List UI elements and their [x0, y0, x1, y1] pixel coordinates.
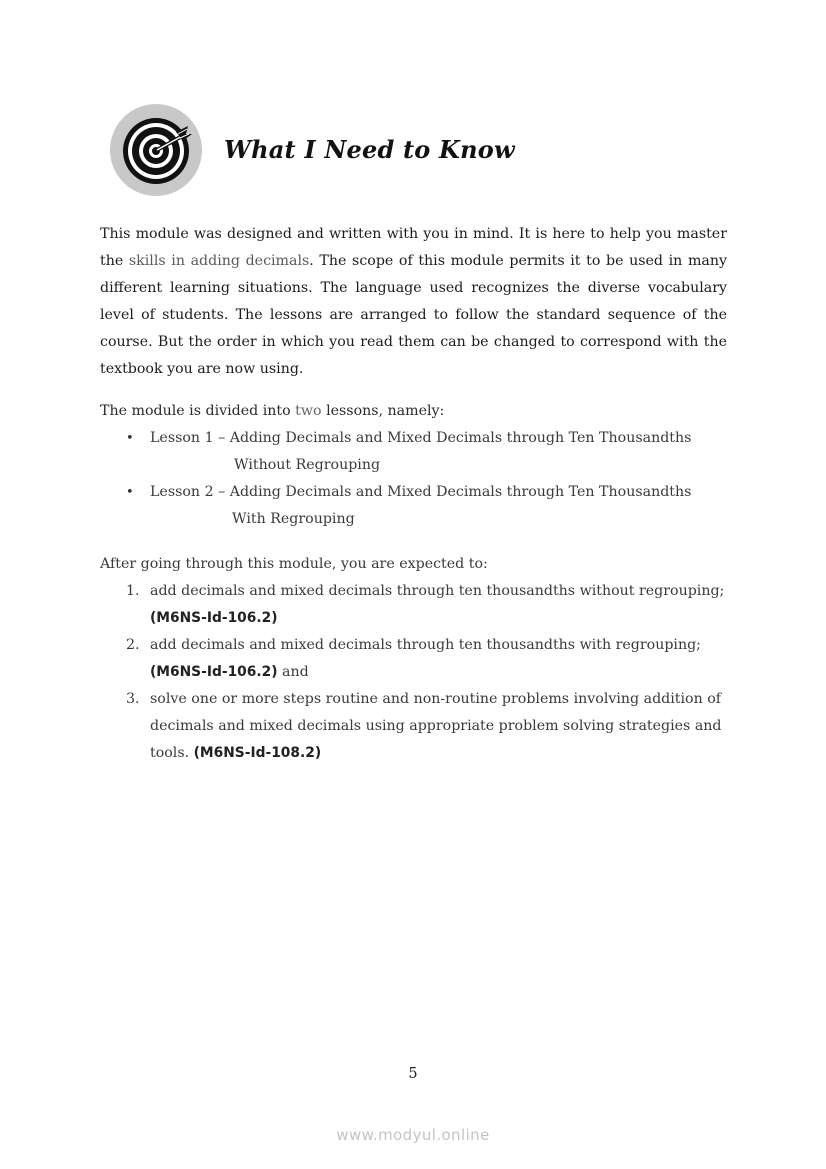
page-number: 5: [408, 1066, 418, 1082]
lessons-intro-text-cont: lessons, namely:: [321, 403, 445, 419]
objective-suffix: and: [277, 664, 309, 680]
lessons-intro: [100, 398, 727, 425]
objectives-list: [100, 578, 730, 767]
list-number: 3.: [126, 691, 140, 707]
objective-item-1: [100, 578, 730, 632]
objective-item-2: [100, 632, 730, 686]
objective-text: add decimals and mixed decimals through ten thousandths with regrouping;: [150, 637, 701, 653]
objective-text: add decimals and mixed decimals through ten thousandths without regrouping;: [150, 583, 725, 599]
section-header: [110, 104, 515, 196]
lessons-intro-text: The module is divided into: [100, 403, 296, 419]
competency-code: (M6NS-Id-108.2): [193, 745, 322, 761]
competency-code: (M6NS-Id-106.2): [150, 664, 278, 680]
page-title: What I Need to Know: [224, 134, 515, 164]
objective-text: solve one or more steps routine and non-routine problems involving addition of decimals and mixed decimals using appropriate problem solving strategies and tools.: [150, 691, 722, 761]
lesson-subtitle: Without Regrouping: [234, 457, 381, 473]
bullet-icon: •: [126, 485, 134, 500]
list-item-lesson-1: [100, 425, 740, 479]
intro-highlight: skills in adding decimals: [128, 253, 310, 269]
target-arrow-icon: [110, 104, 202, 196]
intro-text: This module was designed and written with you in mind. It is here to help you master the: [100, 226, 727, 269]
lesson-title: Lesson 2 – Adding Decimals and Mixed Decimals through Ten Thousandths: [150, 484, 692, 500]
list-number: 1.: [126, 583, 140, 599]
lesson-subtitle: With Regrouping: [232, 511, 355, 527]
intro-paragraph: [100, 221, 727, 383]
competency-code: (M6NS-Id-106.2): [150, 610, 278, 626]
list-number: 2.: [126, 637, 140, 653]
intro-text-cont: . The scope of this module permits it to be used in many different learning situations. The language used recognizes the diverse vocabulary level of students. The lessons are arranged to follow the standard sequence of the course. But the order in which you read them can be changed to correspond with the textbook you are now using.: [100, 253, 728, 377]
objective-item-3: [100, 686, 730, 767]
list-item-lesson-2: [100, 479, 740, 533]
lessons-count-highlight: two: [295, 403, 322, 419]
objectives-intro: After going through this module, you are expected to:: [100, 556, 488, 572]
bullet-icon: •: [126, 431, 134, 446]
lesson-list: [100, 425, 740, 533]
watermark: www.modyul.online: [336, 1126, 490, 1144]
lesson-title: Lesson 1 – Adding Decimals and Mixed Decimals through Ten Thousandths: [150, 430, 692, 446]
